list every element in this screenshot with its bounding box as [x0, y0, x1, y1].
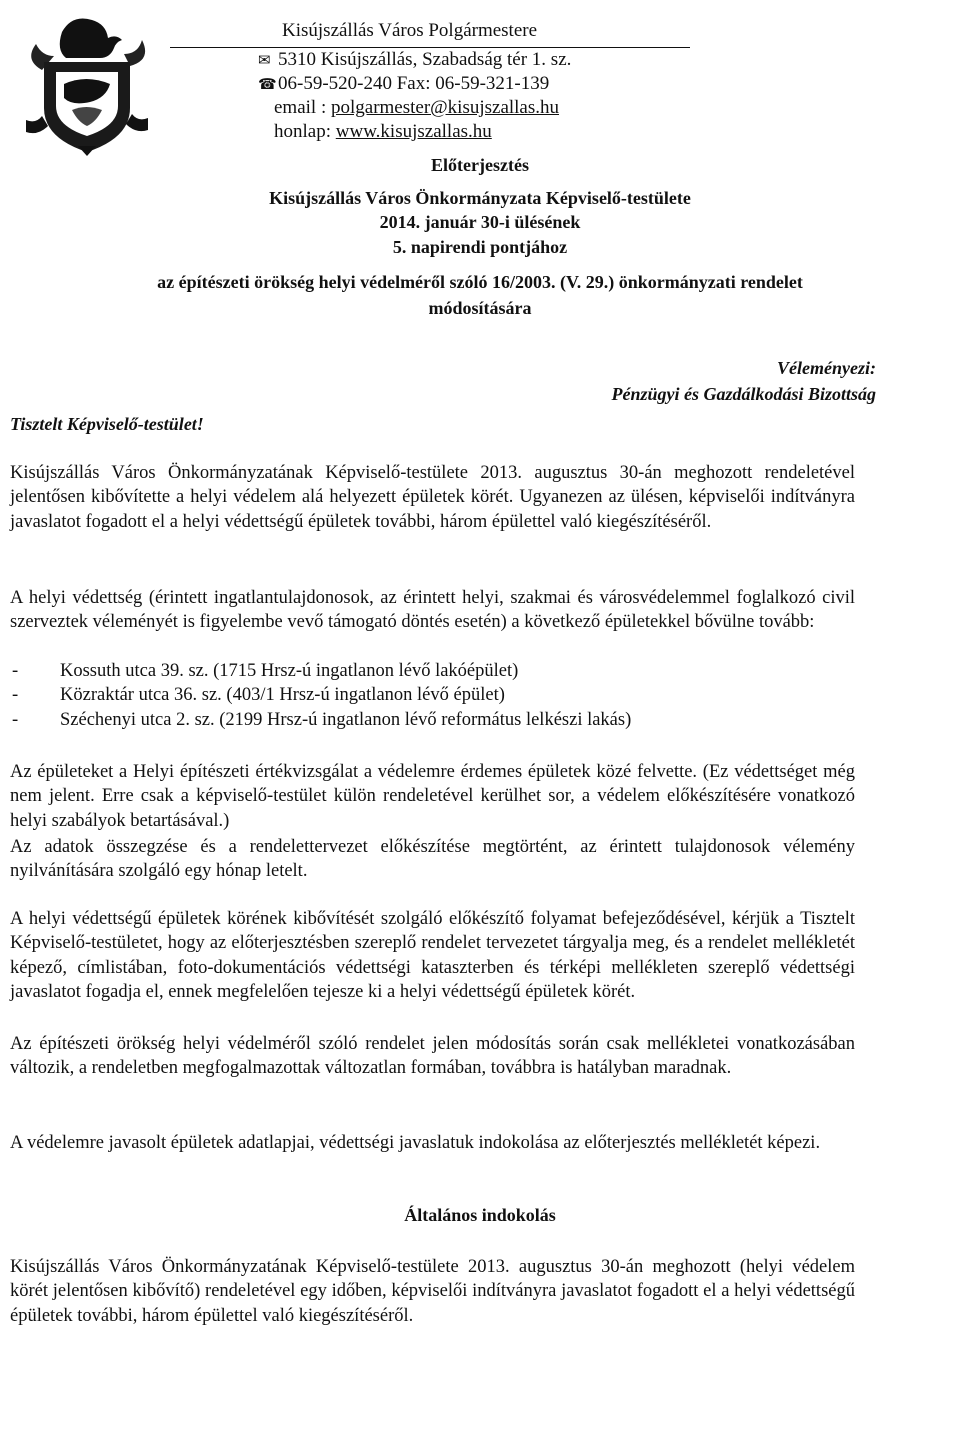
- city-coat-of-arms-icon: [22, 10, 152, 158]
- section-heading: Általános indokolás: [404, 1205, 556, 1225]
- addressee-body: Kisújszállás Város Önkormányzata Képviselő-testülete: [269, 188, 691, 208]
- address-text: 5310 Kisújszállás, Szabadság tér 1. sz.: [278, 49, 572, 70]
- session-date: 2014. január 30-i ülésének: [379, 212, 581, 232]
- phone-line: [258, 72, 549, 97]
- building-list: [10, 659, 855, 732]
- mail-icon: ✉: [258, 53, 271, 69]
- list-item: - Széchenyi utca 2. sz. (2199 Hrsz-ú ingatlanon lévő református lelkészi lakás): [10, 708, 855, 732]
- email-link[interactable]: polgarmester@kisujszallas.hu: [330, 97, 560, 118]
- subject-line-1: az építészeti örökség helyi védelméről szóló 16/2003. (V. 29.) önkormányzati rendelet: [157, 272, 803, 292]
- salutation: Tisztelt Képviselő-testület!: [10, 414, 204, 434]
- paragraph-1: Kisújszállás Város Önkormányzatának Képviselő-testülete 2013. augusztus 30-án meghozott rendeletével jelentősen kibővítette a helyi védelem alá helyezett épületek körét. Ugyanezen az ülésen, képviselői indítványra javaslatot fogadott el a helyi védettségű épületek további, három épülettel való kiegészítéséről.: [10, 463, 855, 532]
- list-item-text: Széchenyi utca 2. sz. (2199 Hrsz-ú ingatlanon lévő református lelkészi lakás): [60, 709, 632, 730]
- subject-line-2: módosítására: [428, 298, 532, 318]
- list-item: - Közraktár utca 36. sz. (403/1 Hrsz-ú ingatlanon lévő épület): [10, 683, 855, 707]
- reviewer-label: Véleményezi:: [777, 358, 876, 378]
- document-type: Előterjesztés: [431, 155, 529, 175]
- address-line: [258, 48, 571, 73]
- paragraph-7: A védelemre javasolt épületek adatlapjai, védettségi javaslatuk indokolása az előterjesztés mellékletét képezi.: [10, 1133, 821, 1153]
- list-item-text: Közraktár utca 36. sz. (403/1 Hrsz-ú ingatlanon lévő épület): [60, 685, 505, 706]
- phone-text: 06-59-520-240 Fax: 06-59-321-139: [278, 73, 550, 94]
- list-item: - Kossuth utca 39. sz. (1715 Hrsz-ú ingatlanon lévő lakóépület): [10, 659, 855, 683]
- paragraph-4: Az adatok összegzése és a rendelettervezet előkészítése megtörtént, az érintett tulajdonosok vélemény nyilvánítására szolgáló egy hónap letelt.: [10, 837, 855, 882]
- email-label: email :: [274, 97, 327, 118]
- email-line: [274, 96, 559, 119]
- list-item-text: Kossuth utca 39. sz. (1715 Hrsz-ú ingatlanon lévő lakóépület): [60, 661, 519, 681]
- agenda-item: 5. napirendi pontjához: [392, 237, 568, 257]
- web-line: [274, 120, 492, 143]
- paragraph-6: Az építészeti örökség helyi védelméről szóló rendelet jelen módosítás során csak mellékletei vonatkozásában változik, a rendeletben megfogalmazottak változatlan formában, továbbra is hatályban maradnak.: [10, 1034, 855, 1079]
- reviewer-committee: Pénzügyi és Gazdálkodási Bizottság: [611, 384, 876, 404]
- paragraph-5: A helyi védettségű épületek körének kibővítését szolgáló előkészítő folyamat befejeződésével, kérjük a Tisztelt Képviselő-testületet, hogy az előterjesztésben szereplő rendelet tervezetet tárgyalja meg, és a rendelet mellékletét képező, címlistában, foto-dokumentációs védettségi kataszterben és térképi mellékleten szereplő védettségi javaslatot fogadja el, ennek megfelelően tejesze ki a helyi védettségű épületek körét.: [10, 909, 855, 1002]
- office-name: Kisújszállás Város Polgármestere: [282, 20, 538, 41]
- paragraph-2: A helyi védettség (érintett ingatlantulajdonosok, az érintett helyi, szakmai és városvédelemmel foglalkozó civil szerveztek véleményét is figyelembe vevő támogató döntés esetén) a következő épületekkel bővülne tovább:: [10, 588, 855, 633]
- section-paragraph: Kisújszállás Város Önkormányzatának Képviselő-testülete 2013. augusztus 30-án meghozott (helyi védelem körét jelentősen kibővítő) rendeletével egy időben, képviselői indítványra javaslatot fogadott el a helyi védettségű épületek további, három épülettel való kiegészítéséről.: [10, 1257, 855, 1326]
- paragraph-3: Az épületeket a Helyi építészeti értékvizsgálat a védelemre érdemes épületek közé felvette. (Ez védettséget még nem jelent. Erre csak a képviselő-testület külön rendeletével kerülhet sor, a védelem előkészítésére vonatkozó helyi szabályok betartásával.): [10, 762, 855, 831]
- web-label: honlap:: [274, 121, 331, 142]
- telephone-icon: ☎: [258, 77, 277, 93]
- web-link[interactable]: www.kisujszallas.hu: [335, 121, 492, 142]
